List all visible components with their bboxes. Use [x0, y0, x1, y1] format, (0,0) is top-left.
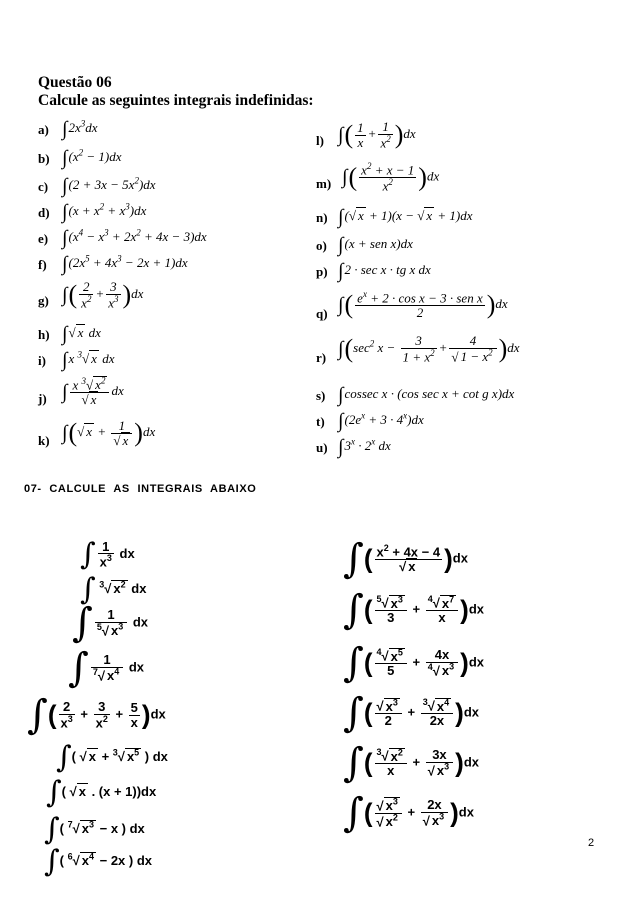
item-label-a: a)	[38, 122, 49, 137]
integral-07-8: ∫( $^7$√ $x^3 - x$ ) dx	[44, 812, 145, 847]
item-label-h: h)	[38, 327, 50, 342]
integral-h: ∫√ x dx	[62, 323, 101, 345]
item-label-l: l)	[316, 133, 324, 148]
item-label-c: c)	[38, 179, 49, 194]
item-label-i: i)	[38, 353, 46, 368]
integral-07-6: ∫( √ x + $^3$√ $x^5$ ) dx	[56, 740, 168, 775]
integral-07-4: ∫ $\frac{1}{^7√ x^4}$ dx	[68, 645, 145, 691]
integral-d: $\int(x + x^2 + x^3)dx$	[62, 201, 147, 223]
integral-g: ∫( $\frac{2}{x^2}$ + $\frac{3}{x^3}$ )dx	[62, 279, 144, 311]
integral-07-7: ∫( √ x . (x + 1))dx	[46, 775, 157, 810]
integral-q: ∫( $\frac{e^x + 2 \cdot \cos x - 3 \cdot sen x}{2}$ )dx	[338, 289, 508, 321]
question-title: Questão 06	[38, 74, 112, 91]
item-label-b: b)	[38, 151, 50, 166]
item-label-r: r)	[316, 350, 327, 365]
item-label-s: s)	[316, 388, 326, 403]
integral-m: ∫( $\frac{x^2 + x - 1}{x^2}$ )dx	[342, 161, 440, 194]
integral-i: ∫x $^3$√ x dx	[62, 349, 115, 371]
integral-07-10: ∫( $\frac{x^2 + 4x - 4}{√ x}$ )dx	[343, 536, 468, 582]
integral-07-15: ∫( $\frac{√ x^3}{√ x^2}$ + $\frac{2x}{√ x^3}$ )dx	[343, 790, 474, 836]
integral-l: ∫( $\frac{1}{x}$ + $\frac{1}{x^2}$ )dx	[338, 119, 416, 151]
integral-u: $\int 3^x \cdot 2^x$ dx	[338, 436, 391, 458]
section-07-title: 07- CALCULE AS INTEGRAIS ABAIXO	[24, 483, 257, 495]
item-label-q: q)	[316, 306, 328, 321]
item-label-k: k)	[38, 433, 50, 448]
item-label-e: e)	[38, 231, 49, 246]
item-label-u: u)	[316, 440, 328, 455]
item-label-f: f)	[38, 257, 47, 272]
item-label-d: d)	[38, 205, 50, 220]
item-label-n: n)	[316, 210, 328, 225]
item-label-g: g)	[38, 293, 49, 308]
integral-r: $\int(\sec^2$ x − $\frac{3}{1 + x^2}$ + $\frac{4}{√ 1 - x^2}$ )dx	[338, 333, 520, 365]
integral-n: ∫(√ x + 1)(x − √ x + 1)dx	[338, 206, 473, 228]
integral-07-3: ∫ $\frac{1}{^5√ x^3}$ dx	[72, 600, 149, 646]
page-number: 2	[588, 837, 595, 849]
integral-07-1: ∫ $\frac{1}{x^3}$ dx	[80, 537, 135, 572]
integral-a: $\int 2x^3dx$	[62, 118, 98, 140]
integral-s: ∫cossec x · (cos sec x + cot g x)dx	[338, 384, 515, 406]
integral-07-13: ∫( $\frac{√ x^3}{2}$ + $\frac{^3√ x^4}{2x}$ )dx	[343, 690, 479, 736]
integral-o: ∫(x + sen x)dx	[338, 234, 413, 256]
integral-07-2: ∫ $^3$√ $x^2$ dx	[80, 572, 147, 607]
integral-07-11: ∫( $\frac{^5√ x^3}{3}$ + $\frac{^4√ x^7}{x}$ )dx	[343, 587, 484, 633]
item-label-p: p)	[316, 264, 328, 279]
integral-f: $\int(2x^5 + 4x^3 - 2x + 1)dx$	[62, 253, 188, 275]
item-label-m: m)	[316, 176, 332, 191]
integral-07-12: ∫( $\frac{^4√ x^5}{5}$ + $\frac{4x}{^4√ x^3}$ )dx	[343, 640, 484, 686]
integral-07-9: ∫( $^6$√ $x^4 - 2x$ ) dx	[44, 844, 152, 879]
integral-07-14: ∫( $\frac{^3√ x^2}{x}$ + $\frac{3x}{√ x^3}$ )dx	[343, 740, 479, 786]
item-label-t: t)	[316, 414, 325, 429]
integral-j: ∫ $\frac{x ^3√ x^2}{√ x}$ dx	[62, 376, 124, 407]
item-label-j: j)	[38, 391, 47, 406]
integral-07-5: ∫( $\frac{2}{x^3}$ + $\frac{3}{x^2}$ + $\frac{5}{x}$ )dx	[27, 692, 166, 738]
integral-c: $\int(2 + 3x - 5x^2)dx$	[62, 175, 156, 197]
question-subtitle: Calcule as seguintes integrais indefinidas:	[38, 92, 314, 109]
integral-e: $\int(x^4 - x^3 + 2x^2 + 4x - 3)dx$	[62, 227, 207, 249]
integral-k: ∫(√ x + $\frac{1}{√ x}$ )dx	[62, 417, 156, 448]
integral-t: $\int(2e^x + 3 \cdot 4^x)dx$	[338, 410, 424, 432]
integral-b: $\int(x^2 - 1)dx$	[62, 147, 122, 169]
item-label-o: o)	[316, 238, 327, 253]
integral-p: ∫2 · sec x · tg x dx	[338, 260, 431, 282]
